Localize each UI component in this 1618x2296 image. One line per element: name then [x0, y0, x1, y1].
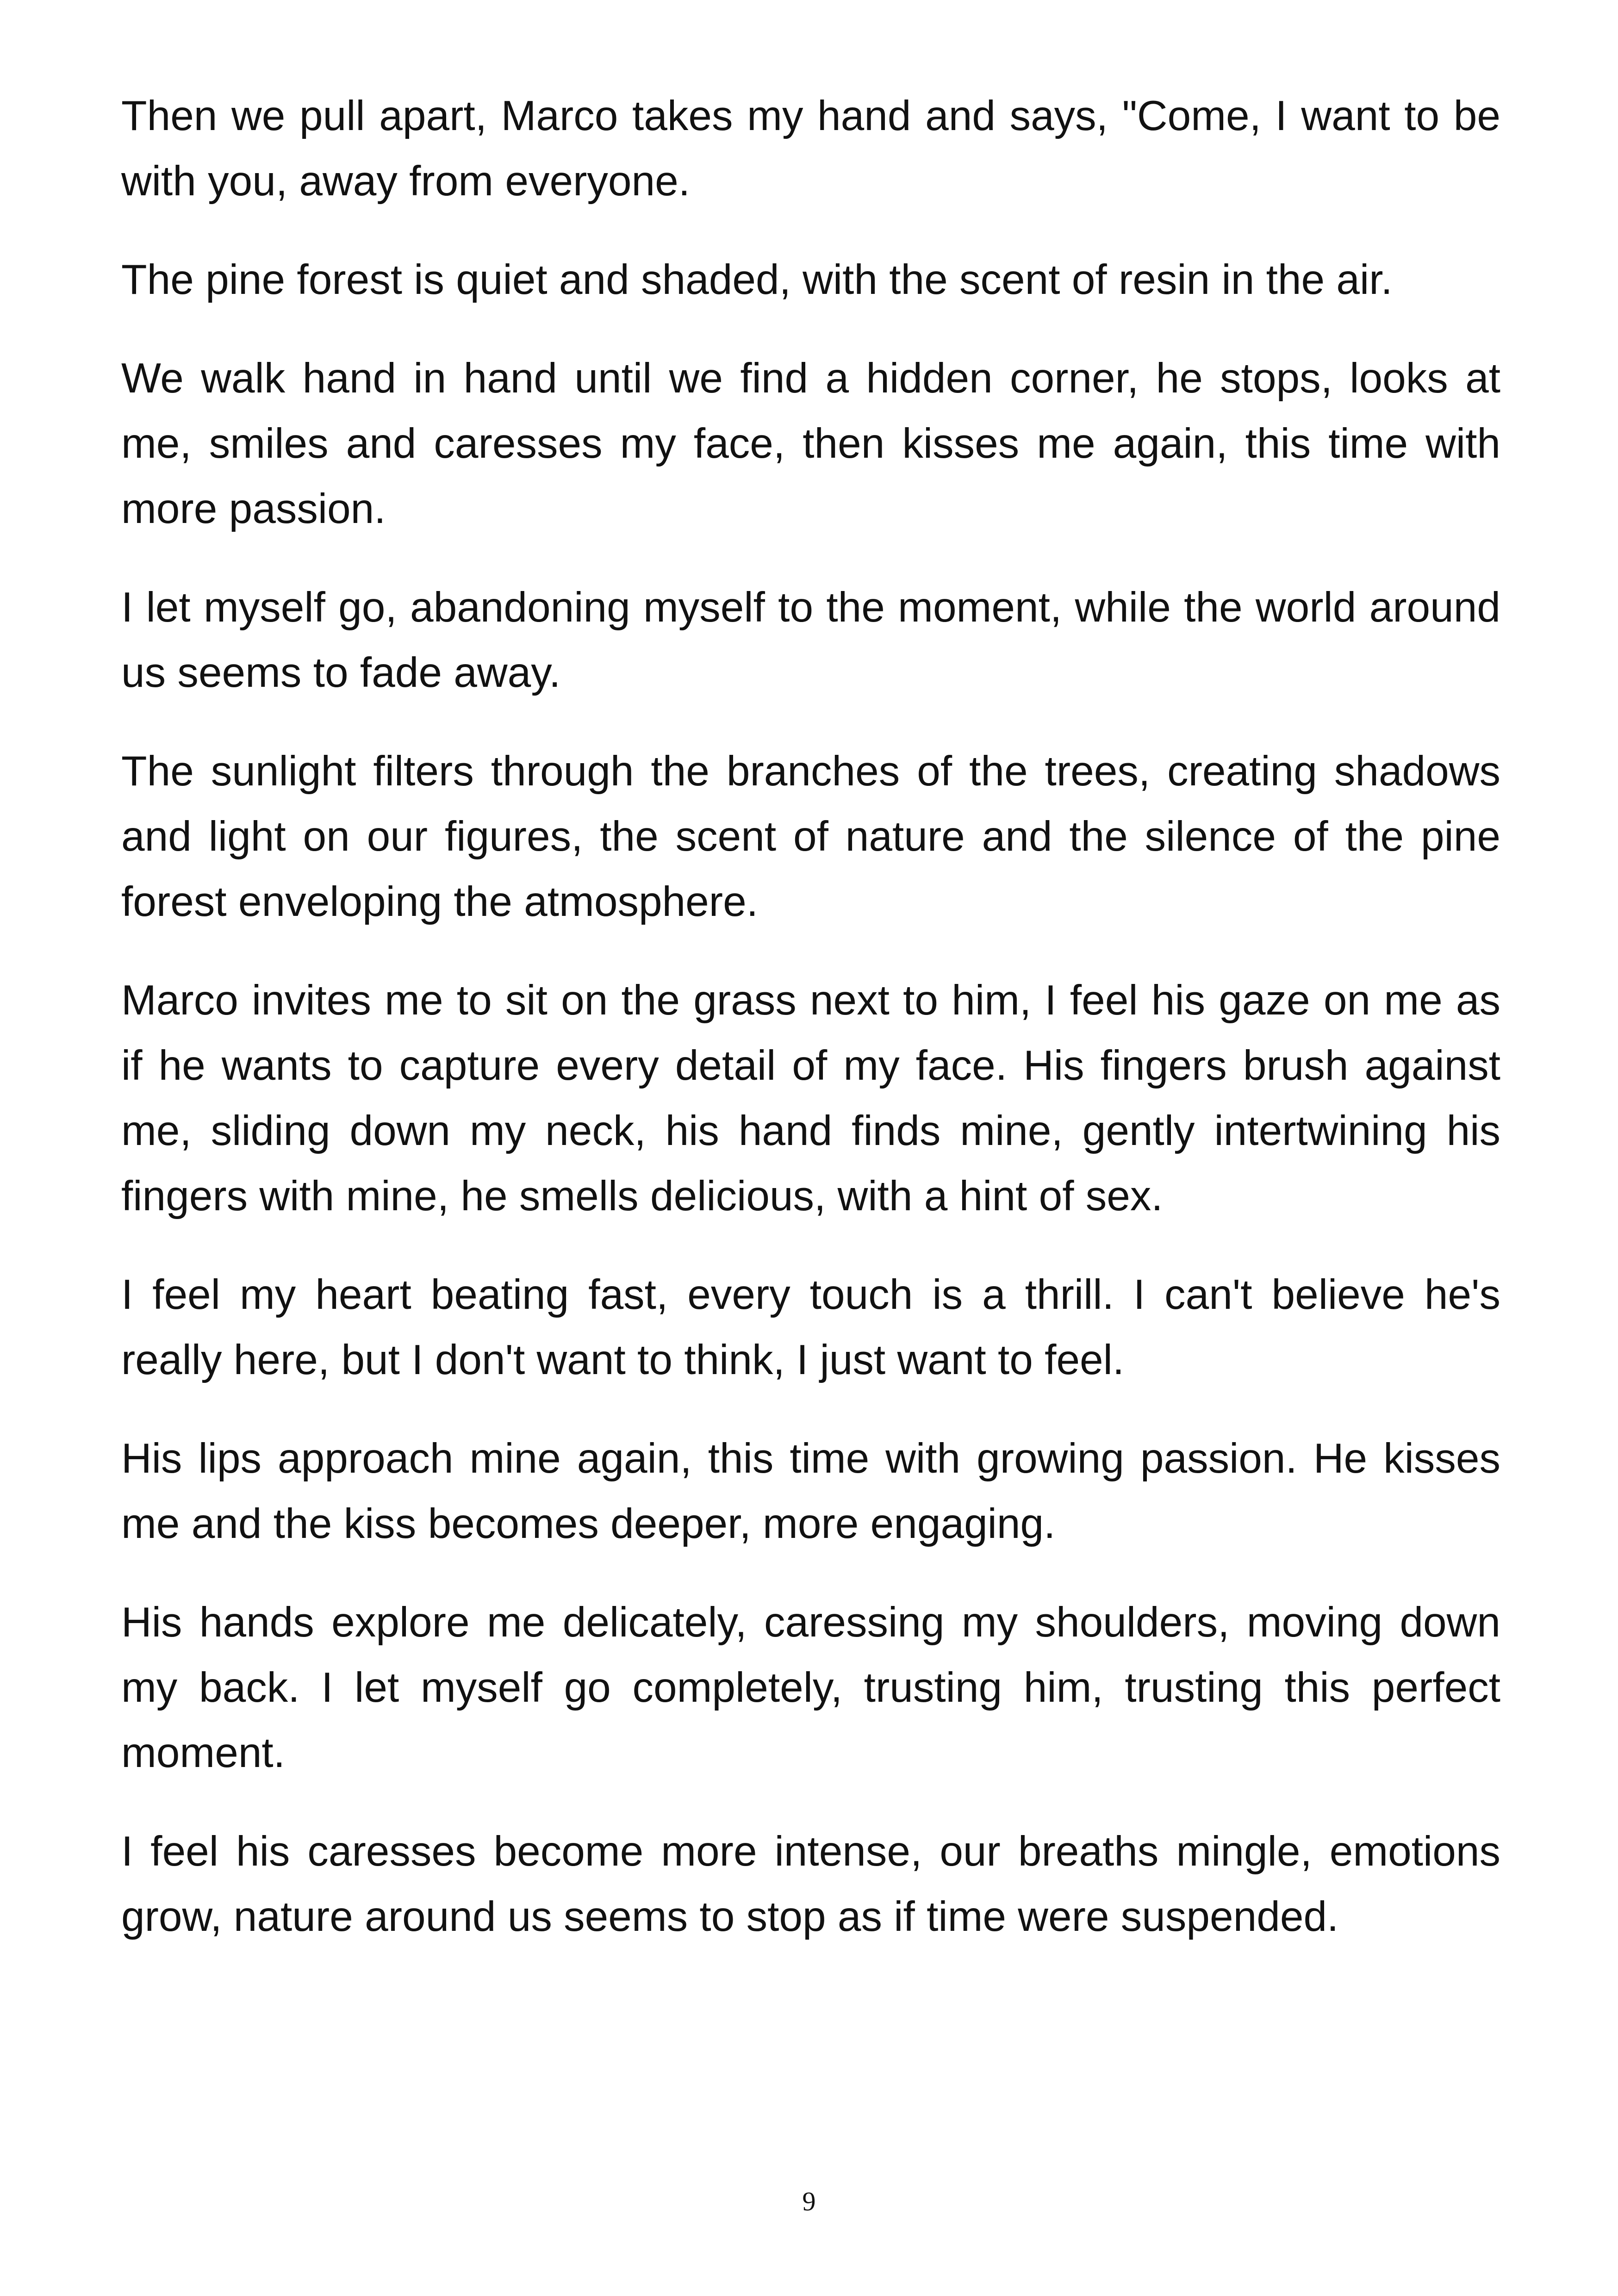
paragraph: The sunlight filters through the branches of the trees, creating shadows and light on our figures, the scent of nature and the silence of the pine forest enveloping the atmosphere.: [121, 748, 1500, 925]
paragraph: I let myself go, abandoning myself to the moment, while the world around us seems to fade away.: [121, 584, 1500, 696]
paragraph: The pine forest is quiet and shaded, with the scent of resin in the air.: [121, 256, 1393, 303]
paragraph: Marco invites me to sit on the grass next to him, I feel his gaze on me as if he wants to capture every detail of my face. His fingers brush against me, sliding down my neck, his hand finds mine, gently intertwining his fingers with mine, he smells delicious, with a hint of sex.: [121, 977, 1500, 1220]
paragraph: His hands explore me delicately, caressing my shoulders, moving down my back. I let myself go completely, trusting him, trusting this perfect moment.: [121, 1599, 1500, 1776]
paragraph: Then we pull apart, Marco takes my hand and says, "Come, I want to be with you, away from everyone.: [121, 93, 1500, 205]
paragraph: I feel my heart beating fast, every touch is a thrill. I can't believe he's really here, but I don't want to think, I just want to feel.: [121, 1271, 1500, 1383]
paragraph: We walk hand in hand until we find a hidden corner, he stops, looks at me, smiles and caresses my face, then kisses me again, this time with more passion.: [121, 355, 1500, 532]
paragraph: I feel his caresses become more intense, our breaths mingle, emotions grow, nature around us seems to stop as if time were suspended.: [121, 1828, 1500, 1940]
paragraph: His lips approach mine again, this time with growing passion. He kisses me and the kiss becomes deeper, more engaging.: [121, 1435, 1500, 1547]
page-number: 9: [802, 2186, 816, 2216]
text-body: [121, 83, 1500, 1983]
